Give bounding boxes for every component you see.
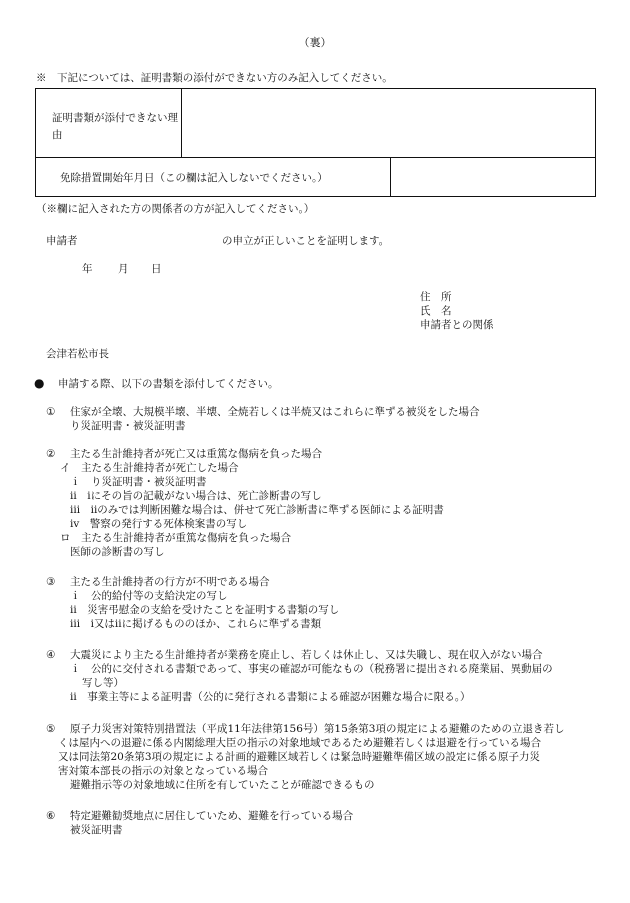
note-text: ※ 下記については、証明書類の添付ができない方のみ記入してください。	[36, 72, 393, 84]
name-label: 氏 名	[420, 305, 452, 317]
attach-heading: 申請する際、以下の書類を添付してください。	[58, 378, 279, 390]
item-line: ⅱ ⅰにその旨の記載がない場合は、死亡診断書の写し	[70, 490, 322, 502]
item-number: ①	[46, 406, 56, 418]
item-number: ⑤	[46, 723, 56, 735]
item-title: 大震災により主たる生計維持者が業務を廃止し、若しくは休止し、又は失職し、現在収入がない場合	[70, 649, 543, 661]
item-line: 写し等）	[82, 677, 124, 689]
item-title: 住家が全壊、大規模半壊、半壊、全焼若しくは半焼又はこれらに準ずる被災をした場合	[70, 406, 480, 418]
bullet-icon: ●	[34, 376, 45, 390]
item-number: ⑥	[46, 810, 56, 822]
relation-label: 申請者との関係	[420, 319, 494, 331]
item-document: り災証明書・被災証明書	[70, 420, 186, 432]
item-line: ⅳ 警察の発行する死体検案書の写し	[70, 518, 248, 530]
item-line: 医師の診断書の写し	[70, 546, 165, 558]
page-side-label: （裏）	[298, 36, 332, 49]
item-title: 主たる生計維持者の行方が不明である場合	[70, 576, 270, 588]
applicant-label: 申請者	[46, 235, 78, 247]
item-title: 原子力災害対策特別措置法（平成11年法律第156号）第15条第3項の規定による避難のための立退き若し	[70, 723, 565, 735]
item-line: ⅲ ⅱのみでは判断困難な場合は、併せて死亡診断書に準ずる医師による証明書	[70, 504, 444, 516]
item-line: ⅱ 事業主等による証明書（公的に発行される書類による確認が困難な場合に限る。）	[70, 691, 471, 703]
item-sub-heading: イ 主たる生計維持者が死亡した場合	[60, 462, 239, 474]
date-month-label: 月	[118, 263, 129, 275]
item-document: 避難指示等の対象地域に住所を有していたことが確認できるもの	[70, 779, 375, 791]
item-document: 被災証明書	[70, 824, 123, 836]
related-note: （※欄に記入された方の関係者の方が記入してください。）	[36, 203, 315, 215]
certify-text: の申立が正しいことを証明します。	[222, 235, 390, 247]
date-year-label: 年	[82, 263, 93, 275]
exemption-date-field[interactable]	[391, 158, 595, 196]
item-line: ⅲ ⅰ又はⅱに掲げるもののほか、これらに準ずる書類	[70, 618, 322, 630]
exemption-label: 免除措置開始年月日（この欄は記入しないでください。）	[60, 172, 328, 184]
mayor-address: 会津若松市長	[46, 348, 109, 360]
item-title: 特定避難勧奨地点に居住していため、避難を行っている場合	[70, 810, 354, 822]
item-sub-heading: ロ 主たる生計維持者が重篤な傷病を負った場合	[60, 532, 291, 544]
item-line: ｉ り災証明書・被災証明書	[70, 476, 207, 488]
item-line: ｉ 公的に交付される書類であって、事実の確認が可能なもの（税務署に提出される廃業届、異動届の	[70, 663, 553, 675]
reason-field[interactable]	[180, 89, 595, 157]
date-day-label: 日	[151, 263, 162, 275]
address-label: 住 所	[420, 291, 452, 303]
item-title: 主たる生計維持者が死亡又は重篤な傷病を負った場合	[70, 448, 322, 460]
item-title: 害対策本部長の指示の対象となっている場合	[58, 765, 268, 777]
item-number: ②	[46, 448, 56, 460]
item-number: ③	[46, 576, 56, 588]
item-line: ｉ 公的給付等の支給決定の写し	[70, 590, 228, 602]
item-line: ⅱ 災害弔慰金の支給を受けたことを証明する書類の写し	[70, 604, 340, 616]
item-title: くは屋内への退避に係る内閣総理大臣の指示の対象地域であるため避難若しくは退避を行っている場合	[58, 737, 541, 749]
item-number: ④	[46, 649, 56, 661]
item-title: 又は同法第20条第3項の規定による計画的避難区域若しくは緊急時避難準備区域の設定に係る原子力災	[58, 751, 541, 763]
reason-label: 証明書類が添付できない理由	[52, 112, 178, 141]
